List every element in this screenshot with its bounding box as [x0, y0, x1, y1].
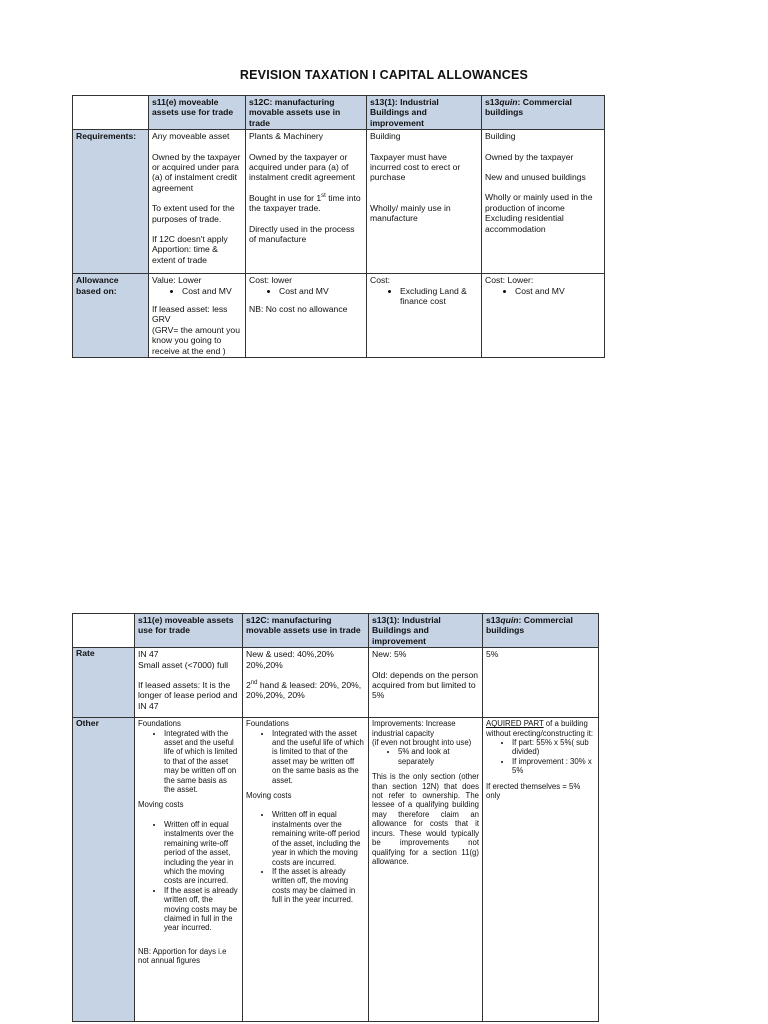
header-s13quin: s13quin: Commercial buildings [483, 614, 599, 648]
allowance-s13-1: Cost: • Excluding Land & finance cost [367, 274, 482, 358]
rate-s12c: New & used: 40%,20% 20%,20% 2nd hand & leased: 20%, 20%, 20%,20%, 20% [243, 648, 369, 718]
header-s11e: s11(e) moveable assets use for trade [149, 96, 246, 130]
row-label-other: Other [73, 718, 135, 1022]
header-s12c: s12C: manufacturing movable assets use in trade [243, 614, 369, 648]
rate-s13-1: New: 5% Old: depends on the person acquired from but limited to 5% [369, 648, 483, 718]
rate-s13quin: 5% [483, 648, 599, 718]
other-s13quin: AQUIRED PART of a building without erecting/constructing it: • If part: 55% x 5%( sub divided) • If improvement : 30% x 5% If erected themselves = 5% only [483, 718, 599, 1022]
requirements-s13-1: Building Taxpayer must have incurred cost to erect or purchase Wholly/ mainly use in manufacture [367, 130, 482, 274]
allowance-s13quin: Cost: Lower: • Cost and MV [482, 274, 605, 358]
header-s12c: s12C: manufacturing movable assets use in trade [246, 96, 367, 130]
corner-cell [73, 614, 135, 648]
page-title: REVISION TAXATION I CAPITAL ALLOWANCES [239, 68, 529, 82]
capital-allowances-table-1 [72, 95, 605, 358]
requirements-s11e: Any moveable asset Owned by the taxpayer or acquired under para (a) of instalment credit agreement To extent used for the purposes of trade. If 12C doesn't apply Apportion: time & extent of trade [149, 130, 246, 274]
requirements-s12c: Plants & Machinery Owned by the taxpayer or acquired under para (a) of instalment credit agreement Bought in use for 1st time into the taxpayer trade. Directly used in the process of manufacture [246, 130, 367, 274]
row-label-requirements: Requirements: [73, 130, 149, 274]
allowance-s11e: Value: Lower • Cost and MV If leased asset: less GRV (GRV= the amount you know you going to receive at the end ) [149, 274, 246, 358]
row-label-rate: Rate [73, 648, 135, 718]
other-s12c: Foundations • Integrated with the asset and the useful life of which is limited to that of the asset may be written off on the same basis as the asset. Moving costs • Written off in equal instalments over the remaining write-off period of the asset, including the year in which the moving costs are incurred. • If the asset is already written off, the moving costs may be claimed in full in the year incurred. [243, 718, 369, 1022]
header-s13-1: s13(1): Industrial Buildings and improvement [369, 614, 483, 648]
other-s13-1: Improvements: Increase industrial capacity (if even not brought into use) • 5% and look at separately This is the only section (other than section 12N) that does not refer to ownership. The lessee of a qualifying building may therefore claim an allowance for costs that it incurs. These would typically be improvements not qualifying for a section 11(g) allowance. [369, 718, 483, 1022]
other-s11e: Foundations • Integrated with the asset and the useful life of which is limited to that of the asset may be written off on the same basis as the asset. Moving costs • Written off in equal instalments over the remaining write-off period of the asset, including the year in which the moving costs are incurred. • If the asset is already written off, the moving costs may be claimed in full in the year incurred. NB: Apportion for days i.e not annual figures [135, 718, 243, 1022]
allowance-s12c: Cost: lower • Cost and MV NB: No cost no allowance [246, 274, 367, 358]
capital-allowances-table-2 [72, 613, 599, 1022]
corner-cell [73, 96, 149, 130]
header-s13-1: s13(1): Industrial Buildings and improvement [367, 96, 482, 130]
header-s13quin: s13quin: Commercial buildings [482, 96, 605, 130]
row-label-allowance: Allowance based on: [73, 274, 149, 358]
requirements-s13quin: Building Owned by the taxpayer New and unused buildings Wholly or mainly used in the production of income Excluding residential accommodation [482, 130, 605, 274]
rate-s11e: IN 47 Small asset (<7000) full If leased assets: It is the longer of lease period and IN 47 [135, 648, 243, 718]
header-s11e: s11(e) moveable assets use for trade [135, 614, 243, 648]
